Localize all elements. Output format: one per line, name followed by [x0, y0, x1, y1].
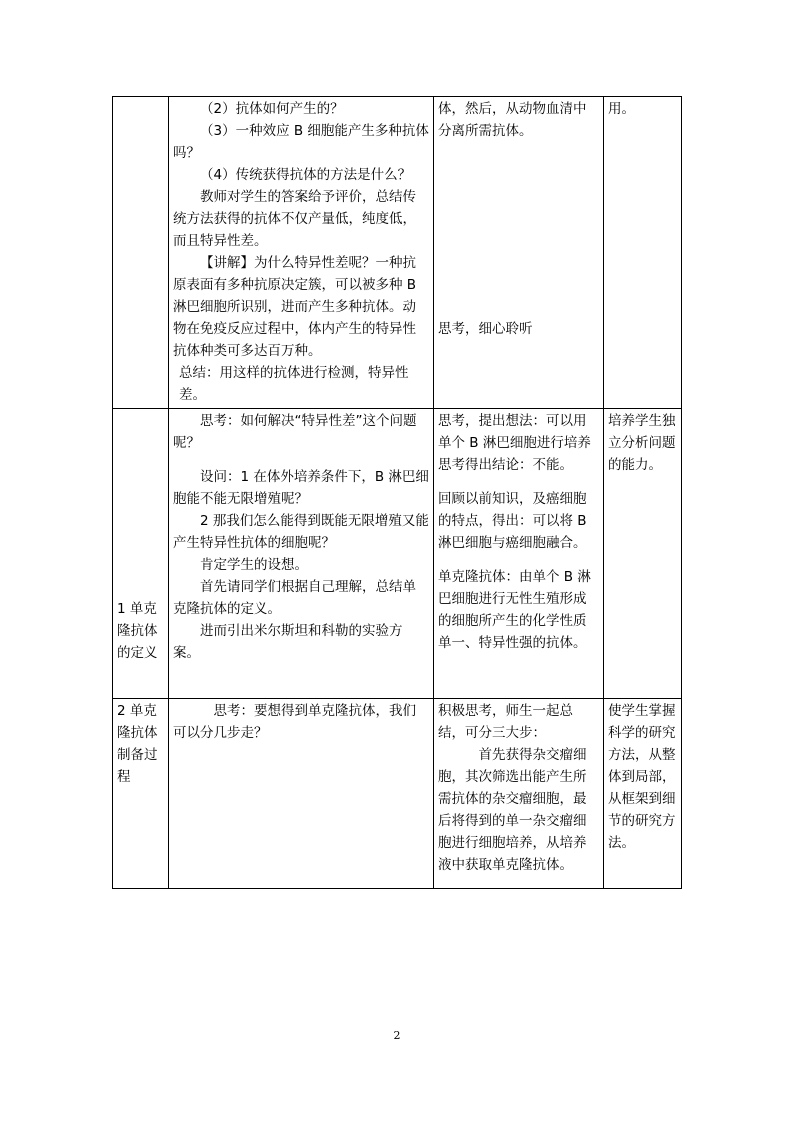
teacher-activity-cell	[169, 699, 434, 889]
teacher-evaluation: 教师对学生的答案给予评价，总结传统方法获得的抗体不仅产量低，纯度低，而且特异性差。	[173, 189, 416, 249]
teacher-text: 设问：1 在体外培养条件下，B 淋巴细胞能不能无限增殖呢？	[173, 469, 429, 507]
student-text: 回顾以前知识，及癌细胞的特点，得出：可以将 B 淋巴细胞与癌细胞融合。	[438, 491, 587, 551]
summary: 总结：用这样的抗体进行检测，特异性差。	[179, 365, 409, 403]
topic-cell	[113, 409, 169, 699]
topic-cell	[113, 97, 169, 409]
teacher-text: 肯定学生的设想。	[200, 557, 308, 573]
teacher-text: 进而引出米尔斯坦和科勒的实验方案。	[173, 623, 403, 661]
student-text: 首先获得杂交瘤细胞，其次筛选出能产生所需抗体的杂交瘤细胞，最后将得到的单一杂交瘤细胞进行细胞培养，从培养液中获取单克隆抗体。	[438, 747, 587, 873]
question-4: （4）传统获得抗体的方法是什么？	[200, 167, 412, 183]
student-text: 思考，提出想法：可以用单个 B 淋巴细胞进行培养思考得出结论：不能。	[438, 413, 591, 473]
student-text: 体，然后，从动物血清中分离所需抗体。	[438, 101, 587, 139]
student-text: 思考，细心聆听	[438, 321, 533, 337]
table-row	[113, 409, 682, 699]
student-text: 积极思考，师生一起总结，可分三大步：	[438, 703, 573, 741]
teacher-activity-cell	[169, 97, 434, 409]
topic-cell: 2 单克隆抗体制备过程	[113, 699, 169, 889]
student-activity-cell	[434, 409, 604, 699]
table-row	[113, 699, 682, 889]
question-3: （3）一种效应 B 细胞能产生多种抗体吗？	[173, 123, 429, 161]
student-text: 单克隆抗体：由单个 B 淋巴细胞进行无性生殖形成的细胞所产生的化学性质单一、特异性强的抗体。	[438, 569, 591, 651]
teacher-activity-cell	[169, 409, 434, 699]
explanation: 【讲解】为什么特异性差呢？一种抗原表面有多种抗原决定簇，可以被多种 B 淋巴细胞所识别，进而产生多种抗体。动物在免疫反应过程中，体内产生的特异性抗体种类可多达百万种。	[173, 255, 417, 359]
page-number: 2	[393, 1029, 401, 1042]
student-activity-cell	[434, 97, 604, 409]
student-activity-cell	[434, 699, 604, 889]
table-row	[113, 97, 682, 409]
teacher-text: 思考：要想得到单克隆抗体，我们可以分几步走？	[173, 703, 416, 741]
design-intent-cell: 培养学生独立分析问题的能力。	[604, 409, 682, 699]
question-2: （2）抗体如何产生的？	[200, 101, 344, 117]
design-intent-cell: 使学生掌握科学的研究方法，从整体到局部，从框架到细节的研究方法。	[604, 699, 682, 889]
design-intent-cell: 用。	[604, 97, 682, 409]
teacher-text: 首先请同学们根据自己理解，总结单克隆抗体的定义。	[173, 579, 416, 617]
lesson-plan-table	[112, 96, 682, 889]
topic-label: 1 单克隆抗体的定义	[117, 601, 158, 661]
teacher-text: 2 那我们怎么能得到既能无限增殖又能产生特异性抗体的细胞呢？	[173, 513, 429, 551]
teacher-text: 思考：如何解决“特异性差”这个问题呢？	[173, 413, 417, 451]
